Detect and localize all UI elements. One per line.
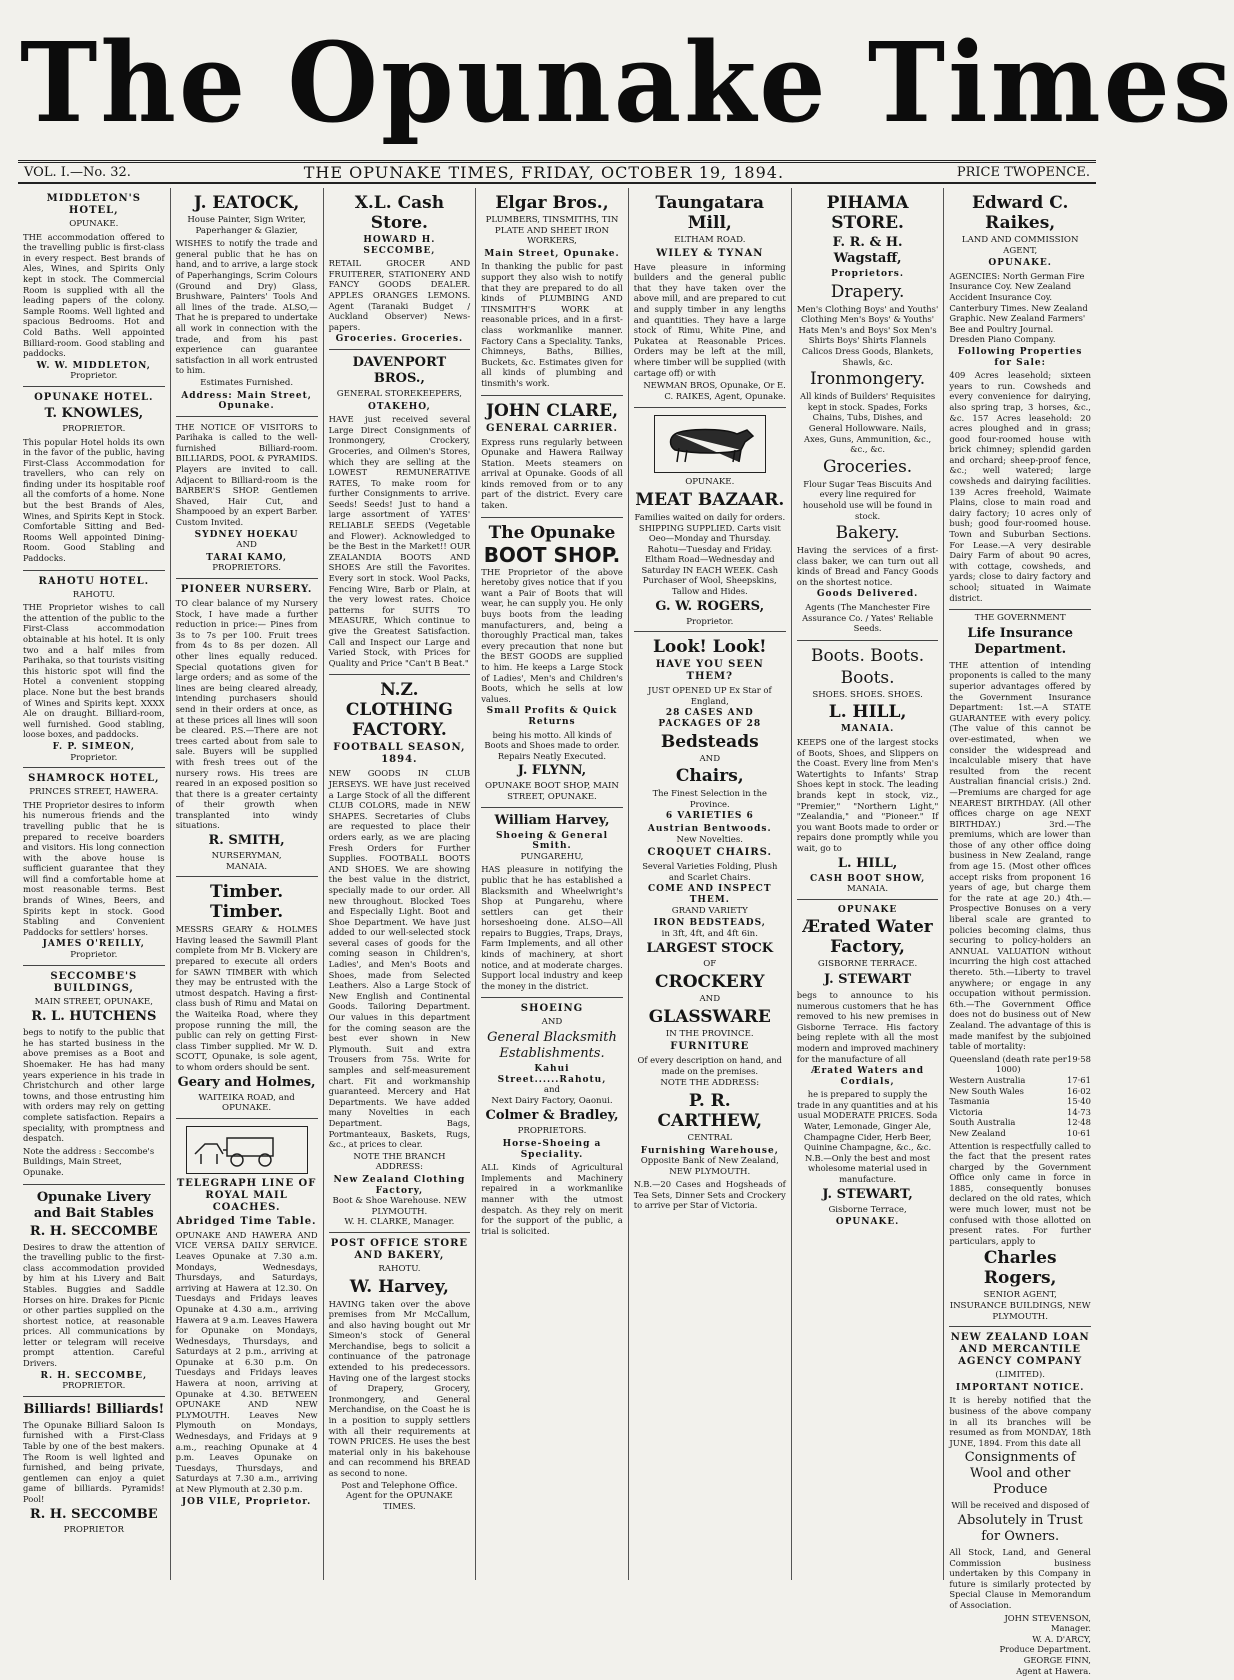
ad-body: Families waited on daily for orders. SHIPPING SUPPLIED. Carts visit Oeo—Monday and Thursday. Rahotu—Tuesday and Friday. Eltham Road—Wednesday and Saturday IN EACH WEEK. Cash Purchaser of Wool, Sheepskins, Tallow and Hides. (634, 511, 786, 597)
ad-signature-2: W. A. D'ARCY, (1032, 1633, 1091, 1644)
ad-place: Boot & Shoe Warehouse. NEW PLYMOUTH. (332, 1196, 467, 1217)
ad-address: Main Street, Opunake. (484, 248, 620, 259)
ad-nz-clothing-factory (329, 675, 471, 1233)
ad-title: Edward C. Raikes, (971, 193, 1069, 233)
mortality-row (949, 1096, 1091, 1107)
masthead-title: The Opunake Times (20, 17, 1234, 148)
ad-body-3: All Stock, Land, and General Commission business undertaken by this Company in future is similarly protected by Special Clause in Memorandum of Association. (949, 1546, 1091, 1610)
mortality-row (949, 1117, 1091, 1128)
ad-headline: Consignments of Wool and other Produce (964, 1450, 1076, 1498)
mortality-value: 16·02 (1066, 1085, 1091, 1096)
volume-number: VOL. I.—No. 32. (24, 165, 131, 180)
mortality-row (949, 1075, 1091, 1086)
ad-middletons-hotel (23, 188, 165, 387)
ad-title-2: Boots. (840, 667, 895, 688)
column-6 (792, 188, 945, 1580)
ad-central: CENTRAL (687, 1132, 733, 1143)
ad-rahotu-hotel (23, 571, 165, 769)
ad-role: PROPRIETOR (63, 1524, 125, 1535)
ad-opunake-hotel (23, 387, 165, 571)
ad-title: Ærated Water Factory, (802, 917, 933, 958)
ad-note: Note the address : Seccombe's Buildings, Main Street, Opunake. (23, 1145, 155, 1177)
ad-body: THE Proprietor wishes to call the attention of the public to the First-Class accommodation obtainable at his hotel. It is only two and a half miles from Parihaka, so that tourists visiting this historic spot will find the Hotel a convenient stopping place. None but the best brands of Wines and Spirits kept. XXXX Ale on draught. Billiard-room, well furnished. Good stabling, loose boxes, and paddocks. (23, 602, 165, 740)
ad-role-3: Agent at Hawera. (1016, 1665, 1091, 1676)
ad-title: Life Insurance Department. (967, 625, 1074, 657)
mortality-table (949, 1054, 1091, 1139)
ad-place-2: OPUNAKE. (835, 1217, 900, 1228)
ad-dept-drapery: Drapery. (830, 281, 905, 302)
ad-place: OPUNAKE. (69, 219, 119, 229)
ad-body-ironmongery: All kinds of Builders' Requisites kept in stock. Spades, Forks Chains, Tubs, Dishes, and General Hollowware. Nails, Axes, Guns, Ammunition, &c., &c., &c. (800, 391, 936, 455)
ad-body: NEW GOODS IN CLUB JERSEYS. WE have just received a Large Stock of all the different CLUB COLORS, made in NEW SHAPES. Secretaries of Clubs are requested to place their orders early, as we are placing Fresh Orders for Further Supplies. FOOTBALL BOOTS AND SHOES. We are showing the best value in the district, specially made to our order. All new throughout. Blocked Toes and Especially Light. Boot and Shoe Department. We have just added to our well-selected stock several cases of goods for the coming season in Children's, Ladies', and Men's Boots and Shoes, made from Selected Leathers. Also a Large Stock of New English and Continental Goods. Tailoring Department. Our values in this department for the coming season are the best ever shown in New Plymouth. Suit and extra Trousers from 75s. Write for samples and self-measurement chart. Fit and workmanship guaranteed. Mercery and Hat Departments. We have added many Novelties in each Department. Bags, Portmanteaux, Baskets, Rugs, &c., at prices to clear. (328, 768, 471, 1150)
ad-body: Have pleasure in informing builders and the general public that they have taken over the above mill, and are prepared to cut and supply timber in any lengths and quantities. They have a large stock of Rimu, White Pine, and Pukatea at Reasonable Prices. Orders may be left at the mill, where timber will be supplied (with cartage off) or with (633, 261, 786, 378)
ad-subtitle: LAND AND COMMISSION AGENT, (961, 235, 1079, 256)
ad-place: OPUNAKE. (988, 258, 1052, 269)
mortality-row (949, 1128, 1091, 1139)
ad-role: Proprietors. (831, 269, 904, 279)
ad-subtitle: House Painter, Sign Writer, Paperhanger & Glazier, (187, 215, 306, 236)
ad-address: GISBORNE TERRACE. (817, 959, 918, 970)
ad-title: PIONEER NURSERY. (180, 584, 313, 595)
ad-tagline: Ærated Waters and Cordials, (811, 1066, 924, 1087)
ad-headline: BOOT SHOP. (483, 542, 621, 567)
ad-place: OPUNAKE. (685, 477, 735, 488)
ad-title: JOHN CLARE, (485, 400, 619, 421)
ad-place: Opposite Bank of New Zealand, NEW PLYMOUTH. (640, 1156, 779, 1177)
ad-name: J. STEWART (823, 971, 912, 987)
column-1 (18, 188, 171, 1580)
ad-subtitle: HAVE YOU SEEN THEM? (655, 659, 764, 683)
ad-signature: JOB VILE, Proprietor. (181, 1496, 312, 1507)
ad-body-drapery: Men's Clothing Boys' and Youths' Clothing Men's Boys' & Youths' Hats Men's and Boys' Sox Men's Shirts Boys' Shirts Flannels Calicos Dress Goods, Blankets, Shawls, &c. (796, 303, 939, 367)
ad-body: THE Proprietor desires to inform his numerous friends and the travelling public that he is prepared to receive boarders and visitors. His long connection with the above house is sufficient guarantee that they will find a comfortable home at most reasonable terms. Best brands of Wines, Beers, and Spirits kept in stock. Good Stabling and Convenient Paddocks for settlers' horses. (23, 799, 165, 937)
ad-post-office-store (329, 1233, 471, 1516)
ad-taungatara-mill (634, 188, 786, 408)
ad-place: RAHOTU. (378, 1263, 421, 1274)
mortality-label: Queensland (death rate per 1000) (949, 1053, 1067, 1075)
ad-signature: Colmer & Bradley, (485, 1108, 619, 1124)
ad-croquet: CROQUET CHAIRS. (647, 847, 773, 859)
ad-name: W. Harvey, (349, 1276, 449, 1297)
ad-title: DAVENPORT BROS., (352, 354, 447, 386)
ad-and: AND (236, 540, 257, 551)
ad-title: William Harvey, (494, 812, 610, 828)
ad-name: WILEY & TYNAN (656, 247, 764, 259)
ad-headline-2: Chairs, (675, 766, 744, 787)
ad-title: Boots. Boots. (810, 645, 925, 666)
ad-billiards (23, 1397, 165, 1539)
ad-aerated-water (797, 900, 939, 1232)
ad-estimates: Estimates Furnished. (200, 377, 294, 388)
mortality-value: 17·61 (1066, 1074, 1091, 1085)
ad-and: AND (699, 753, 721, 764)
ad-role-2: Produce Department. (999, 1644, 1091, 1655)
ad-novelties: New Novelties. (676, 834, 744, 845)
ad-meat-bazaar (634, 408, 786, 632)
ad-body-3: Several Varieties Folding, Plush and Scarlet Chairs. (642, 861, 778, 882)
ad-furniture: FURNITURE (670, 1041, 750, 1053)
ad-title: RAHOTU HOTEL. (38, 575, 150, 587)
ad-signature: G. W. ROGERS, (655, 598, 765, 614)
ad-count: 28 CASES AND PACKAGES OF 28 (658, 708, 762, 730)
ad-davenport-bros (329, 350, 471, 675)
ad-place: MAIN STREET, OPUNAKE, (34, 996, 153, 1007)
ad-and-2: AND (699, 993, 721, 1004)
ad-body: WISHES to notify the trade and general public that he has on hand, and to arrive, a large stock of Paperhangings, Scrim Colours (Ground and Dry) Glass, Brushware, Painters' Tools And all lines of the trade. ALSO,— That he is prepared to undertake all work in connection with the trade, and from his past experience can guarantee satisfaction in all work entrusted to him. (175, 238, 318, 376)
column-3 (324, 188, 477, 1580)
ad-body: HAVING taken over the above premises from Mr McCallum, and also having bought out Mr Simeon's stock of General Merchandise, begs to solicit a continuance of the patronage extended to his predecessors. Having one of the largest stocks of Drapery, Grocery, Ironmongery, and General Merchandise, on the Coast he is in a position to supply settlers with all their requirements at TOWN PRICES. He uses the best material only in his bakehouse and can recommend his BREAD as second to none. (328, 1298, 471, 1478)
ad-title: SHAMROCK HOTEL, (28, 773, 160, 785)
column-5 (629, 188, 792, 1580)
ad-limited: (LIMITED). (995, 1370, 1045, 1381)
columns (18, 188, 1096, 1676)
ad-title: OPUNAKE HOTEL. (34, 391, 154, 403)
ad-manager: W. H. CLARKE, Manager. (344, 1217, 455, 1228)
ad-body: The Opunake Billiard Saloon Is furnished with a First-Class Table by one of the best makers. The Room is well lighted and furnished, and being private, gentlemen can enjoy a quiet game of billiards. Pyramids! Pool! (23, 1419, 165, 1504)
ad-largest: LARGEST STOCK (646, 941, 774, 957)
ad-title: Billiards! Billiards! (23, 1401, 165, 1417)
ad-signature: W. W. MIDDLETON, (36, 360, 151, 371)
ad-body-2: Attention is respectfully called to the fact that the present rates charged by the Government Office only came in force in 1885, consequently bonuses declared on the old rates, which were much lower, must not be confused with those allotted on present rates. For further particulars, apply to (949, 1140, 1091, 1246)
ad-raikes (949, 188, 1091, 610)
ad-title: Elgar Bros., (495, 193, 609, 213)
ad-role: Proprietor. (70, 752, 118, 763)
ad-address-2: Next Dairy Factory, Oaonui. (491, 1095, 613, 1106)
ad-title: N.Z. CLOTHING FACTORY. (345, 680, 453, 741)
ad-role: Proprietor. (70, 371, 118, 382)
ad-signature: R. H. SECCOMBE (29, 1506, 158, 1522)
ad-name: HOWARD H. SECCOMBE, (363, 235, 436, 256)
ad-grand: GRAND VARIETY (671, 905, 748, 916)
ad-place: MANAIA. (226, 861, 268, 872)
ad-glassware: GLASSWARE (648, 1006, 771, 1027)
mortality-value: 14·73 (1066, 1106, 1091, 1117)
ad-title: Timber. Timber. (210, 882, 284, 923)
coach-illustration (186, 1126, 308, 1174)
ad-shoes: SHOES. SHOES. SHOES. (812, 689, 923, 700)
ad-signature: NEWMAN BROS, Opunake, Or E. C. RAIKES, Agent, Opunake. (643, 380, 786, 401)
ad-shamrock-hotel (23, 768, 165, 966)
ad-title: POST OFFICE STORE AND BAKERY, (330, 1237, 469, 1261)
mortality-row (949, 1107, 1091, 1118)
ad-livery-stables (23, 1185, 165, 1397)
ad-subtitle: FOOTBALL SEASON, 1894. (333, 742, 466, 766)
ad-role: Manager. (1050, 1623, 1091, 1634)
ad-body-groceries: Flour Sugar Teas Biscuits And every line required for household use will be found in stock. (802, 478, 933, 521)
column-7 (944, 188, 1096, 1676)
ad-body: Express runs regularly between Opunake and Hawera Railway Station. Meets steamers on arrival at Opunake. Goods of all kinds removed from or to any part of the district. Every care taken. (481, 436, 623, 511)
ad-and-2: and (543, 1085, 561, 1096)
bullock-illustration (654, 415, 766, 473)
mortality-label: New South Wales (949, 1085, 1024, 1096)
coach-icon (187, 1132, 307, 1168)
ad-name: L. HILL, (828, 702, 907, 723)
ad-nb: N.B.—20 Cases and Hogsheads of Tea Sets, Dinner Sets and Crockery to arrive per Star of Victoria. (633, 1179, 786, 1211)
ad-body: HAS pleasure in notifying the public that he has established a Blacksmith and Wheelwright's Shop at Pungarehu, where settlers can get their horseshoeing done. ALSO—All repairs to Buggies, Traps, Drays, Farm Implements, and all other kinds of machinery, at short notice, and at moderate charges. Support local industry and keep the money in the district. (481, 864, 623, 991)
ad-body: JUST OPENED UP Ex Star of England, (647, 685, 772, 706)
ad-agents: Agents (The Manchester Fire Assurance Co. / Yates' Reliable Seeds. (802, 602, 934, 634)
ad-name: T. KNOWLES, (44, 405, 144, 421)
ad-title: X.L. Cash Store. (354, 193, 445, 233)
price: PRICE TWOPENCE. (956, 165, 1090, 180)
ad-body: In thanking the public for past support they also wish to notify that they are prepared to do all kinds of PLUMBING AND TINSMITH'S WORK at reasonable prices, and in a first-class workmanlike manner. Factory Cans a Speciality. Tanks, Chimneys, Baths, Billies, Buckets, &c. Estimates given for all kinds of plumbing and tinsmith's work. (481, 261, 623, 388)
ad-signature: R. H. SECCOMBE, (40, 1370, 148, 1381)
ad-william-harvey-smith (481, 808, 623, 999)
ad-place: MANAIA. (840, 724, 895, 735)
mortality-label: New Zealand (949, 1127, 1006, 1138)
mortality-value: 12·48 (1066, 1117, 1091, 1128)
ad-role: Proprietor. (686, 616, 734, 627)
ad-boot-shop (481, 518, 623, 808)
ad-place: OPUNAKE BOOT SHOP, MAIN STREET, OPUNAKE. (485, 781, 619, 802)
ad-place: ELTHAM ROAD. (674, 235, 746, 245)
ad-john-clare (481, 396, 623, 518)
ad-inspect: COME AND INSPECT THEM. (648, 884, 772, 905)
ad-hutchens-boots (23, 966, 165, 1185)
ad-tagline: Groceries. Groceries. (335, 334, 464, 345)
ad-place-2: MANAIA. (847, 884, 889, 895)
ad-title: J. EATOCK, (193, 193, 300, 213)
ad-title: Look! Look! (652, 637, 767, 658)
ad-warehouse: Furnishing Warehouse, (640, 1145, 779, 1156)
ad-title: MIDDLETON'S HOTEL, (46, 193, 141, 216)
ad-title: The Opunake (488, 522, 616, 543)
ad-subtitle: General Blacksmith Establishments. (487, 1030, 617, 1062)
ad-role: PROPRIETORS. (517, 1126, 587, 1137)
dateline (18, 160, 1096, 184)
ad-body: THE NOTICE OF VISITORS to Parihaka is called to the well-furnished Billiard-room. BILLIARDS, POOL & PYRAMIDS. Players are invited to call. Adjacent to Billiard-room is the BARBER'S SHOP. Gentlemen Shaved, Hair Cut, and Shampooed by an expert Barber. Custom Invited. (175, 421, 318, 528)
ad-l-hill-boots (797, 641, 939, 900)
ad-body: THE attention of intending proponents is called to the many superior advantages offered by the Government Insurance Department: 1st.—A STATE GUARANTEE with every policy. (The value of this cannot be over-estimated, when we consider the widespread and incalculable misery that have resulted from the recent Australian financial crisis.) 2nd.—Premiums are charged for age NEAREST BIRTHDAY. (All other offices charge on age NEXT BIRTHDAY.) 3rd.—The premiums, which are lower than those of any other office doing business in New Zealand, range from age 15. (Most other offices accept risks from proponent 16 years of age, but charge them for the rate at age 20.) 4th.—Prospective Bonuses on a very liberal scale are granted to policies becoming claims, thus securing to policy-holders an ANNUAL VALUATION without incurring the high cost attached thereto. 5th.—Liberty to travel anywhere; or engage in any occupation without permission. 6th.—The Government Office does not do business out of New Zealand. The advantage of this is made manifest by the subjoined table of mortality: (949, 659, 1091, 1052)
ad-body: RETAIL GROCER AND FRUITERER, STATIONERY AND FANCY GOODS DEALER. APPLES ORANGES LEMONS. Agent (Taranaki Budget / Auckland Observer) News-papers. (328, 258, 471, 332)
ad-trades: PLUMBERS, TINSMITHS, TIN PLATE AND SHEET IRON WORKERS, (485, 215, 619, 247)
ad-title: PIHAMA STORE. (826, 193, 909, 233)
ad-and: AND (541, 1017, 563, 1028)
ad-xl-cash-store (329, 188, 471, 350)
ad-title: Taungatara Mill, (655, 193, 765, 233)
ad-pioneer-nursery (176, 579, 318, 877)
ad-place: OPUNAKE (837, 904, 898, 915)
ad-signature: F. P. SIMEON, (52, 741, 136, 752)
ad-heading: Following Properties for Sale: (957, 346, 1083, 368)
ad-province: IN THE PROVINCE. (665, 1028, 754, 1039)
ad-body: begs to announce to his numerous customers that he has removed to his new premises in Gisborne Terrace. His factory being replete with all the most modern and improved machinery for the manufacture of all (796, 989, 939, 1064)
ad-body: TO clear balance of my Nursery Stock, I have made a further reduction in price:— Pines from 3s to 7s per 100. Fruit trees from 4s to 8s per dozen. All other lines equally reduced. Special quotations given for large orders; and as some of the lines are being cleared already, intending purchasers should send in their orders at once, as at these prices all lines will soon be cleared. P.S.—There are not trees carted about from sale to sale. Buyers will be supplied with fresh trees out of the nursery rows. His trees are reared in an exposed position so that there is a greater certainty of their growth when transplanted into windy situations. (175, 598, 318, 831)
ad-body: begs to notify to the public that he has started business in the above premises as a Boot and Shoemaker. He has had many years experience in his trade in Christchurch and other large towns, and those entrusting him with orders may rely on getting complete satisfaction. Repairs a speciality, with promptness and despatch. (23, 1027, 165, 1144)
ad-body: OPUNAKE AND HAWERA AND VICE VERSA DAILY SERVICE. Leaves Opunake at 7.30 a.m. Mondays, Wednesdays, Thursdays, and Saturdays, arriving at Hawera at 12.30. On Tuesdays and Fridays leaves Opunake at 4.30 a.m., arriving Hawera at 9 a.m. Leaves Hawera for Opunake on Mondays, Wednesdays, Thursdays, and Saturdays at 2 p.m., arriving at Opunake at 6.30 p.m. On Tuesdays and Fridays leaves Hawera at noon, arriving at Opunake at 4.30. BETWEEN OPUNAKE AND NEW PLYMOUTH. Leaves New Plymouth on Mondays, Wednesdays, and Fridays at 9 a.m., reaching Opunake at 4 p.m. Leaves Opunake on Tuesdays, Thursdays, and Saturdays at 7.30 a.m., arriving at New Plymouth at 2.30 p.m. (175, 1229, 318, 1494)
ad-body-bakery: Having the services of a first-class baker, we can turn out all kinds of Bread and Fancy Goods on the shortest notice. (796, 545, 939, 587)
ad-address: Kahui Street......Rahotu, (497, 1064, 607, 1085)
ad-subtitle: Abridged Time Table. (176, 1215, 317, 1227)
ad-title: SHOEING (520, 1003, 584, 1015)
ad-body: Desires to draw the attention of the travelling public to the first-class accommodation provided by him at his Livery and Bait Stables. Buggies and Saddle Horses on hire. Drakes for Picnic or other parties supplied on the shortest notice, at reasonable prices. All communications by letter or telegram will receive prompt attention. Careful Drivers. (23, 1241, 165, 1369)
ad-dept-ironmongery: Ironmongery. (810, 369, 926, 390)
ad-place: RAHOTU. (72, 589, 115, 600)
ad-parihaka-billiards (176, 417, 318, 579)
ad-role: PROPRIETORS. (212, 563, 281, 574)
ad-name: R. L. HUTCHENS (31, 1009, 157, 1025)
ad-subtitle: GENERAL CARRIER. (486, 422, 618, 434)
mortality-label: Tasmania (949, 1096, 990, 1107)
bullock-icon (655, 420, 765, 468)
ad-signature-3: GEORGE FINN, (1023, 1654, 1091, 1665)
ad-signature: L. HILL, (837, 855, 898, 871)
ad-title: MEAT BAZAAR. (635, 489, 785, 510)
ad-name: R. H. SECCOMBE (29, 1223, 158, 1239)
ad-signature: J. FLYNN, (517, 763, 587, 779)
ad-elgar-bros (481, 188, 623, 396)
ad-role: PROPRIETOR. (62, 423, 126, 434)
ad-crockery: CROCKERY (655, 971, 765, 992)
ad-varieties: 6 VARIETIES 6 (665, 811, 754, 822)
mortality-value: 15·40 (1066, 1096, 1091, 1107)
ad-title: SECCOMBE'S BUILDINGS, (50, 970, 138, 994)
ad-tagline: Goods Delivered. (816, 589, 919, 600)
ad-signature: J. STEWART, (822, 1186, 913, 1202)
ad-life-insurance (949, 610, 1091, 1327)
ad-body-2: The Finest Selection in the Province. (652, 788, 767, 809)
ad-signature: P. R. CARTHEW, (657, 1090, 763, 1131)
ad-signature: New Zealand Clothing Factory, (333, 1174, 466, 1196)
ad-heading: IMPORTANT NOTICE. (955, 1382, 1085, 1393)
ad-body: ALL Kinds of Agricultural Implements and Machinery repaired in a workmanlike manner with the utmost despatch. As they rely on merit for the support of the public, a trial is solicited. (481, 1162, 623, 1236)
ad-body: THE Proprietor of the above heretoby gives notice that if you want a Pair of Boots that will wear, he can supply you. He only buys boots from the leading manufacturers, and, being a thoroughly Practical man, takes every precaution that none but the BEST GOODS are supplied to him. He keeps a Large Stock of Ladies', Men's and Children's Boots, which he sells at low values. (481, 566, 623, 704)
ad-subtitle: GENERAL STOREKEEPERS, (336, 388, 463, 399)
ad-headline: Bedsteads (660, 731, 759, 752)
ad-carthew-furnishing (634, 632, 786, 1217)
issue-date: THE OPUNAKE TIMES, FRIDAY, OCTOBER 19, 1894. (303, 163, 785, 182)
ad-body-2: he is prepared to supply the trade in any quantities and at his usual MODERATE PRICES. Soda Water, Lemonade, Ginger Ale, Champagne Cider, Herb Beer, Quinine Champagne, &c., &c. N.B.—Only the best and most wholesome material used in manufacture. (797, 1089, 938, 1185)
ad-signature: JAMES O'REILLY, (42, 939, 145, 950)
ad-nz-loan (949, 1327, 1091, 1680)
ad-dept-bakery: Bakery. (835, 523, 900, 544)
mortality-label: Victoria (949, 1106, 983, 1117)
mortality-label: Western Australia (949, 1074, 1026, 1085)
ad-address-2: Gisborne Terrace, (828, 1204, 907, 1215)
ad-note: NOTE THE ADDRESS: (660, 1078, 760, 1089)
ad-body: 409 Acres leasehold; sixteen years to run. Cowsheds and every convenience for dairying, also spring trap, 3 horses, &c., &c. 157 Acres leasehold: 20 acres ploughed and in grass; good four-roomed house with brick chimney; splendid garden and orchard; sheep-proof fence, &c.; well watered; large cowsheds and dairying facilities. 139 Acres freehold, Waimate Plains, close to main road and dairy factory; 10 acres only of bush; good four-roomed house. Town and Suburban Sections. For Lease.—A very desirable Dairy Farm of about 90 acres, with cottage, cowsheds, and yards; close to dairy factory and school; situated in Waimate district. (949, 370, 1091, 603)
ad-body-2: being his motto. All kinds of Boots and Shoes made to order. Repairs Neatly Executed. (484, 729, 620, 761)
ad-place: PUNGAREHU, (520, 851, 584, 862)
ad-place: PRINCES STREET, HAWERA. (29, 787, 159, 798)
ad-body: This popular Hotel holds its own in the favor of the public, having First-Class Accommodation for travellers, who can rely on finding under its hospitable roof all the comforts of a home. None but the best Brands of Ales, Wines, and Spirits Kept in Stock. Comfortable Sitting and Bed-Rooms Well appointed Dining-Room. Good Stabling and Paddocks. (23, 436, 165, 564)
ad-bentwoods: Austrian Bentwoods. (647, 824, 772, 834)
ad-role: NURSERYMAN, (211, 851, 282, 862)
ad-signature: Geary and Holmes, (177, 1074, 316, 1090)
ad-eatock (176, 188, 318, 417)
column-2 (171, 188, 324, 1580)
ad-signature: JOHN STEVENSON, (1004, 1612, 1091, 1623)
ad-body: HAVE just received several Large Direct Consignments of Ironmongery, Crockery, Groceries, and Oilmen's Stores, which they are selling at the LOWEST REMUNERATIVE RATES, To make room for further Consignments to arrive. Seeds! Seeds! Just to hand a large assortment of YATES' RELIABLE SEEDS (Vegetable and Flower). Acknowledged to be the Best in the Market!! OUR ZEALANDIA BOOTS AND SHOES Are still the Favorites. Every sort in stock. Wool Packs, Fencing Wire, Barb or Plain, at the very lowest rates. Choice patterns for SUITS TO MEASURE, Which continue to give the Greatest Satisfaction. Call and Inspect our Large and Varied Stock, with Prices for Quality and Price "Can't B Beat." (328, 414, 471, 668)
mortality-row (949, 1086, 1091, 1097)
ad-role: PROPRIETOR. (62, 1381, 126, 1392)
ad-note: Post and Telephone Office. Agent for the OPUNAKE TIMES. (341, 1480, 458, 1512)
ad-address: Address: Main Street, Opunake. (181, 390, 312, 412)
ad-place: INSURANCE BUILDINGS, NEW PLYMOUTH. (949, 1301, 1091, 1322)
ad-place: OTAKEHO, (368, 401, 431, 412)
ad-colmer-bradley (481, 998, 623, 1242)
ad-signature: Charles Rogers, (983, 1248, 1057, 1289)
ad-headline-2: Absolutely in Trust for Owners. (957, 1512, 1083, 1544)
ad-body: THE accommodation offered to the travelling public is first-class in every respect. Best brands of Ales, Wines, and Spirits Only kept in stock. The Commercial Room is supplied with all the leading papers of the colony. Sample Rooms. Well lighted and spacious Bedrooms. Hot and Cold Baths. Well appointed Billiard-room. Good stabling and paddocks. (23, 231, 165, 359)
ad-tagline: Horse-Shoeing a Speciality. (502, 1139, 602, 1160)
ad-signature: R. SMITH, (208, 833, 285, 849)
ad-name: F. R. & H. Wagstaff, (832, 235, 903, 266)
ad-subtitle: Shoeing & General Smith. (495, 830, 609, 852)
mortality-value: 19·58 (1066, 1053, 1091, 1064)
ad-mail-coaches (176, 1119, 318, 1511)
ad-pihama-store (797, 188, 939, 641)
ad-sizes: in 3ft, 4ft, and 4ft 6in. (661, 928, 758, 939)
ad-timber (176, 877, 318, 1119)
ad-body: KEEPS one of the largest stocks of Boots, Shoes, and Slippers on the Coast. Every line from Men's Watertights to Infants' Strap Shoes kept in stock. The leading brands kept in stock, viz., "Premier," "Northern Light," "Zealandia," and "Pioneer." If you want Boots made to order or repairs done promptly while you wait, go to (796, 737, 939, 853)
ad-signature-2: TARAI KAMO, (206, 552, 288, 563)
ad-of: OF (703, 959, 717, 970)
ad-iron: IRON BEDSTEADS, (653, 918, 766, 929)
ad-place: WAITEIKA ROAD, and OPUNAKE. (198, 1092, 295, 1114)
mortality-value: 10·61 (1066, 1127, 1091, 1138)
mortality-row (949, 1054, 1091, 1075)
ad-agencies: AGENCIES: North German Fire Insurance Coy. New Zealand Accident Insurance Coy. Canterbury Times. New Zealand Graphic. New Zealand Farmers' Bee and Poultry Journal. Dresden Piano Company. (949, 270, 1088, 345)
ad-note: NOTE THE BRANCH ADDRESS: (353, 1151, 446, 1173)
ad-title: Opunake Livery and Bait Stables (33, 1189, 154, 1221)
ad-role: Proprietor. (70, 950, 118, 961)
ad-signature: SYDNEY HOEKAU (194, 529, 299, 540)
ad-title: TELEGRAPH LINE OF ROYAL MAIL COACHES. (176, 1177, 317, 1213)
ad-body-4: Of every description on hand, and made on the premises. (637, 1055, 783, 1076)
ad-body-2: Will be received and disposed of (951, 1500, 1090, 1511)
column-4 (476, 188, 629, 1580)
ad-body: MESSRS GEARY & HOLMES Having leased the Sawmill Plant complete from Mr B. Vickery are prepared to execute all orders for SAWN TIMBER with which they may be entrusted with the utmost despatch. Having a first-class bush of Rimu and Matai on the Waiteika Road, where they propose running the mill, the public can rely on getting First-class Timber supplied. Mr W. D. SCOTT, Opunake, is sole agent, to whom orders should be sent. (175, 924, 318, 1072)
ad-signature-2: CASH BOOT SHOW, (809, 873, 926, 884)
ad-dept-groceries: Groceries. (822, 456, 913, 477)
mortality-label: South Australia (949, 1117, 1016, 1128)
ad-tagline: Small Profits & Quick Returns (486, 706, 618, 727)
ad-body: It is hereby notified that the business of the above company in all its branches will be resumed as from MONDAY, 18th JUNE, 1894. From this date all (949, 1395, 1091, 1448)
ad-subtitle: THE GOVERNMENT (974, 613, 1066, 624)
ad-title: NEW ZEALAND LOAN AND MERCANTILE AGENCY COMPANY (950, 1332, 1090, 1368)
ad-role: SENIOR AGENT, (983, 1290, 1057, 1301)
